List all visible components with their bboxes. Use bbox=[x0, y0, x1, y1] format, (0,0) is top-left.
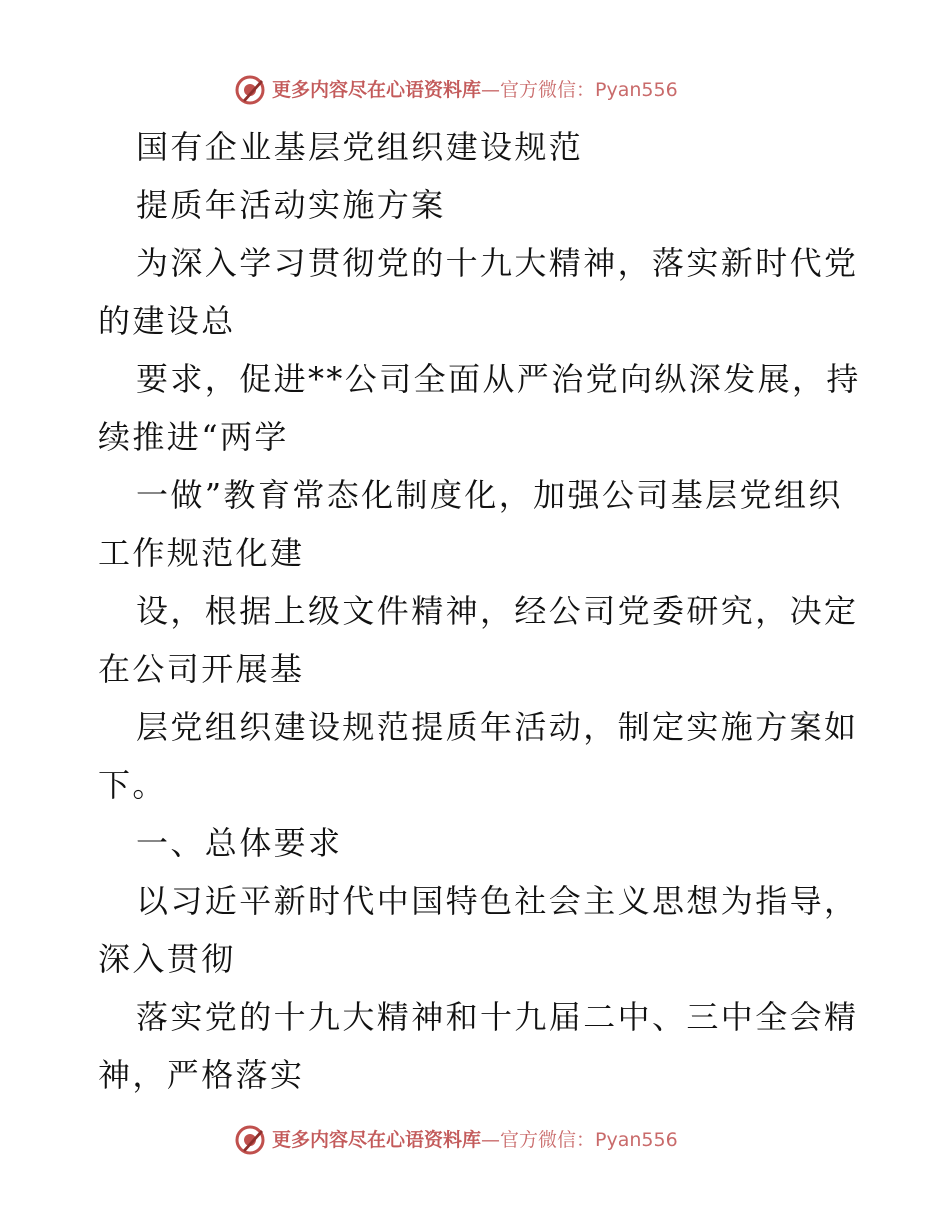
paragraph-line: 层党组织建设规范提质年活动，制定实施方案如 bbox=[136, 708, 859, 746]
paragraph-line: 为深入学习贯彻党的十九大精神，落实新时代党 bbox=[136, 244, 859, 282]
paragraph-line: 深入贯彻 bbox=[98, 940, 236, 978]
header-watermark-banner bbox=[0, 70, 950, 110]
paragraph-line: 续推进“两学 bbox=[98, 418, 289, 456]
paragraph-line: 一做”教育常态化制度化，加强公司基层党组织 bbox=[136, 476, 843, 514]
paragraph-line: 落实党的十九大精神和十九届二中、三中全会精 bbox=[136, 998, 859, 1036]
footer-watermark-banner bbox=[0, 1120, 950, 1160]
footer-banner-text: 更多内容尽在心语资料库—官方微信：Pyan556 bbox=[272, 1129, 678, 1151]
header-banner-text: 更多内容尽在心语资料库—官方微信：Pyan556 bbox=[272, 79, 678, 101]
paragraph-line: 下。 bbox=[98, 766, 167, 804]
document-title-line-1: 国有企业基层党组织建设规范 bbox=[136, 128, 584, 166]
section-heading: 一、总体要求 bbox=[136, 824, 343, 862]
paragraph-line: 以习近平新时代中国特色社会主义思想为指导， bbox=[136, 882, 859, 920]
paragraph-line: 的建设总 bbox=[98, 302, 236, 340]
paragraph-line: 工作规范化建 bbox=[98, 534, 305, 572]
paragraph-line: 在公司开展基 bbox=[98, 650, 305, 688]
pen-logo-icon bbox=[234, 74, 266, 106]
paragraph-line: 要求，促进**公司全面从严治党向纵深发展，持 bbox=[136, 360, 861, 398]
pen-logo-icon bbox=[234, 1124, 266, 1156]
paragraph-line: 设，根据上级文件精神，经公司党委研究，决定 bbox=[136, 592, 859, 630]
paragraph-line: 神，严格落实 bbox=[98, 1056, 305, 1094]
document-title-line-2: 提质年活动实施方案 bbox=[136, 186, 446, 224]
